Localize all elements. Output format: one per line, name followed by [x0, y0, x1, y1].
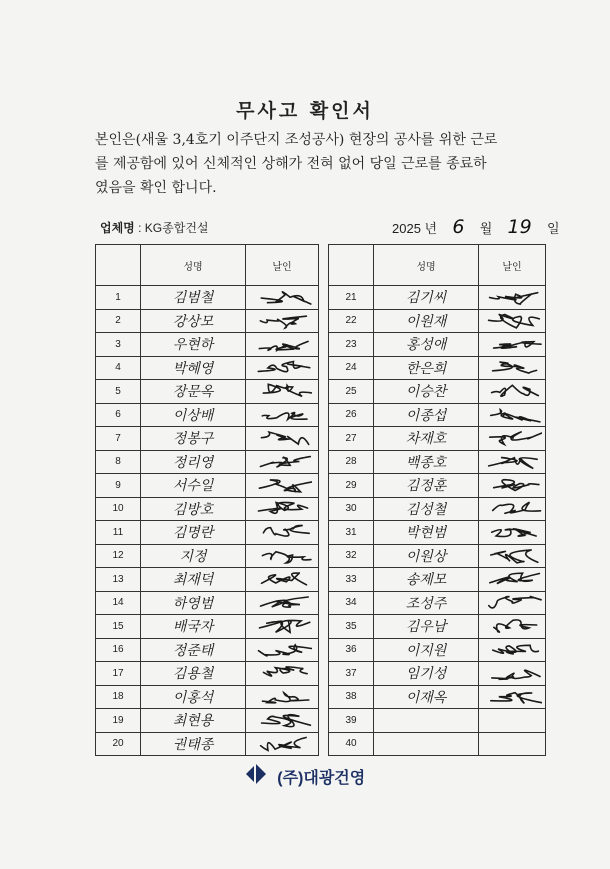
row-number: 35 — [329, 615, 374, 639]
table-row — [96, 521, 546, 545]
worker-name: 강상모 — [141, 309, 246, 333]
signature-cell — [479, 568, 546, 592]
row-number: 32 — [329, 544, 374, 568]
row-number: 3 — [96, 333, 141, 357]
worker-name: 김정훈 — [374, 474, 479, 498]
row-number: 12 — [96, 544, 141, 568]
row-number: 34 — [329, 591, 374, 615]
signature-cell — [246, 286, 319, 310]
date-day-unit: 일 — [546, 221, 560, 236]
column-gap — [319, 638, 329, 662]
row-number: 33 — [329, 568, 374, 592]
row-number: 16 — [96, 638, 141, 662]
row-number: 4 — [96, 356, 141, 380]
signature-cell — [479, 450, 546, 474]
document-title: 무사고 확인서 — [236, 100, 374, 122]
row-number: 38 — [329, 685, 374, 709]
row-number: 36 — [329, 638, 374, 662]
handwritten-signature — [252, 333, 312, 355]
row-number: 28 — [329, 450, 374, 474]
row-number: 18 — [96, 685, 141, 709]
worker-name: 이지원 — [374, 638, 479, 662]
worker-name: 임기성 — [374, 662, 479, 686]
header-name: 성명 — [141, 245, 246, 286]
table-row — [96, 591, 546, 615]
row-number: 7 — [96, 427, 141, 451]
worker-name: 김용철 — [141, 662, 246, 686]
worker-name — [374, 732, 479, 756]
worker-name: 박혜영 — [141, 356, 246, 380]
date-day: 19 — [507, 216, 532, 238]
column-gap — [319, 474, 329, 498]
handwritten-signature — [482, 498, 542, 520]
header-seal: 날인 — [246, 245, 319, 286]
column-gap — [319, 685, 329, 709]
worker-name: 백종호 — [374, 450, 479, 474]
column-gap — [319, 403, 329, 427]
worker-name: 이원상 — [374, 544, 479, 568]
date-year: 2025 — [392, 221, 421, 236]
worker-name: 최현용 — [141, 709, 246, 733]
column-gap — [319, 615, 329, 639]
table-row — [96, 450, 546, 474]
table-row — [96, 732, 546, 756]
handwritten-signature — [252, 498, 312, 520]
worker-name: 이상배 — [141, 403, 246, 427]
signature-cell — [479, 356, 546, 380]
worker-name: 지정 — [141, 544, 246, 568]
handwritten-signature — [252, 474, 312, 496]
worker-name: 송제모 — [374, 568, 479, 592]
company-line: 업체명 : KG종합건설 — [100, 221, 209, 235]
company-footer-name: (주)대광건영 — [277, 770, 366, 787]
row-number: 26 — [329, 403, 374, 427]
row-number: 19 — [96, 709, 141, 733]
handwritten-signature — [252, 662, 312, 684]
signature-cell — [479, 685, 546, 709]
table-row — [96, 403, 546, 427]
handwritten-signature — [252, 686, 312, 708]
handwritten-signature — [482, 357, 542, 379]
company-logo-icon — [245, 763, 267, 790]
company-name: KG종합건설 — [144, 221, 209, 235]
worker-name: 우현하 — [141, 333, 246, 357]
handwritten-signature — [482, 686, 542, 708]
signature-cell — [246, 615, 319, 639]
worker-name: 서수일 — [141, 474, 246, 498]
signature-cell — [479, 380, 546, 404]
worker-name: 장문옥 — [141, 380, 246, 404]
company-label: 업체명 — [100, 221, 135, 235]
handwritten-signature — [252, 521, 312, 543]
row-number: 15 — [96, 615, 141, 639]
worker-name: 정리영 — [141, 450, 246, 474]
handwritten-signature — [482, 615, 542, 637]
signature-cell — [246, 333, 319, 357]
row-number: 6 — [96, 403, 141, 427]
table-row — [96, 286, 546, 310]
signature-cell — [246, 638, 319, 662]
worker-name: 권태종 — [141, 732, 246, 756]
table-row — [96, 709, 546, 733]
column-gap — [319, 544, 329, 568]
signature-cell — [479, 497, 546, 521]
worker-name: 홍성애 — [374, 333, 479, 357]
signature-cell — [246, 544, 319, 568]
row-number: 27 — [329, 427, 374, 451]
row-number: 23 — [329, 333, 374, 357]
worker-name: 김방호 — [141, 497, 246, 521]
handwritten-signature — [252, 357, 312, 379]
handwritten-signature — [482, 521, 542, 543]
signature-cell — [479, 709, 546, 733]
signature-cell — [246, 497, 319, 521]
handwritten-signature — [252, 310, 312, 332]
signature-cell — [246, 380, 319, 404]
handwritten-signature — [252, 639, 312, 661]
signature-cell — [246, 403, 319, 427]
handwritten-signature — [482, 427, 542, 449]
column-gap — [319, 356, 329, 380]
row-number: 20 — [96, 732, 141, 756]
row-number: 8 — [96, 450, 141, 474]
statement-line: 를 제공함에 있어 신체적인 상해가 전혀 없어 당일 근로를 종료하 — [95, 156, 487, 172]
row-number: 11 — [96, 521, 141, 545]
column-gap — [319, 709, 329, 733]
company-footer — [0, 763, 610, 790]
handwritten-signature — [252, 709, 312, 731]
table-row — [96, 685, 546, 709]
signature-cell — [246, 356, 319, 380]
handwritten-signature — [482, 451, 542, 473]
signature-cell — [246, 732, 319, 756]
signature-cell — [479, 544, 546, 568]
worker-name: 이원재 — [374, 309, 479, 333]
header-seal: 날인 — [479, 245, 546, 286]
table-row — [96, 615, 546, 639]
signature-table — [95, 244, 546, 756]
column-gap — [319, 450, 329, 474]
handwritten-signature — [252, 592, 312, 614]
row-number: 39 — [329, 709, 374, 733]
worker-name: 하영범 — [141, 591, 246, 615]
row-number: 5 — [96, 380, 141, 404]
signature-cell — [246, 568, 319, 592]
handwritten-signature — [252, 427, 312, 449]
column-gap — [319, 245, 329, 286]
table-header-row — [96, 245, 546, 286]
header-no — [329, 245, 374, 286]
worker-name: 조성주 — [374, 591, 479, 615]
column-gap — [319, 591, 329, 615]
row-number: 40 — [329, 732, 374, 756]
handwritten-signature — [482, 286, 542, 308]
worker-name: 이종섭 — [374, 403, 479, 427]
column-gap — [319, 521, 329, 545]
column-gap — [319, 309, 329, 333]
handwritten-signature — [482, 404, 542, 426]
worker-name: 김기씨 — [374, 286, 479, 310]
signature-cell — [246, 591, 319, 615]
worker-name: 김우남 — [374, 615, 479, 639]
signature-cell — [479, 615, 546, 639]
handwritten-signature — [252, 286, 312, 308]
statement-line: 였음을 확인 합니다. — [95, 180, 217, 196]
signature-cell — [246, 662, 319, 686]
row-number: 22 — [329, 309, 374, 333]
table-row — [96, 427, 546, 451]
column-gap — [319, 380, 329, 404]
signature-cell — [479, 403, 546, 427]
handwritten-signature — [482, 568, 542, 590]
worker-name: 최재덕 — [141, 568, 246, 592]
column-gap — [319, 286, 329, 310]
date-month: 6 — [452, 216, 465, 238]
signature-cell — [479, 732, 546, 756]
row-number: 2 — [96, 309, 141, 333]
row-number: 37 — [329, 662, 374, 686]
header-no — [96, 245, 141, 286]
handwritten-signature — [482, 592, 542, 614]
row-number: 1 — [96, 286, 141, 310]
handwritten-signature — [252, 545, 312, 567]
signature-cell — [246, 709, 319, 733]
signature-cell — [479, 638, 546, 662]
worker-name: 한은희 — [374, 356, 479, 380]
worker-name: 배국자 — [141, 615, 246, 639]
date-year-unit: 년 — [424, 221, 438, 236]
signature-cell — [479, 521, 546, 545]
table-row — [96, 544, 546, 568]
handwritten-signature — [482, 662, 542, 684]
worker-name: 이승찬 — [374, 380, 479, 404]
handwritten-signature — [252, 733, 312, 755]
worker-name: 정준태 — [141, 638, 246, 662]
column-gap — [319, 497, 329, 521]
signature-cell — [479, 662, 546, 686]
column-gap — [319, 662, 329, 686]
row-number: 9 — [96, 474, 141, 498]
handwritten-signature — [482, 545, 542, 567]
signature-cell — [246, 521, 319, 545]
signature-cell — [246, 685, 319, 709]
signature-cell — [479, 427, 546, 451]
handwritten-signature — [252, 451, 312, 473]
row-number: 31 — [329, 521, 374, 545]
table-row — [96, 662, 546, 686]
statement-line: 본인은(새울 3,4호기 이주단지 조성공사) 현장의 공사를 위한 근로 — [95, 132, 498, 148]
signature-cell — [246, 427, 319, 451]
table-row — [96, 380, 546, 404]
row-number: 21 — [329, 286, 374, 310]
row-number: 30 — [329, 497, 374, 521]
worker-name: 김범철 — [141, 286, 246, 310]
worker-name: 이재옥 — [374, 685, 479, 709]
worker-name: 김명란 — [141, 521, 246, 545]
row-number: 29 — [329, 474, 374, 498]
worker-name: 박현범 — [374, 521, 479, 545]
row-number: 10 — [96, 497, 141, 521]
handwritten-signature — [482, 380, 542, 402]
worker-name: 차재호 — [374, 427, 479, 451]
signature-cell — [479, 309, 546, 333]
signature-cell — [246, 309, 319, 333]
column-gap — [319, 568, 329, 592]
signature-cell — [479, 333, 546, 357]
table-row — [96, 497, 546, 521]
table-row — [96, 638, 546, 662]
table-row — [96, 309, 546, 333]
worker-name: 김성철 — [374, 497, 479, 521]
handwritten-signature — [482, 333, 542, 355]
statement-paragraph — [95, 128, 555, 200]
handwritten-signature — [252, 380, 312, 402]
date-month-unit: 월 — [479, 221, 493, 236]
signature-cell — [479, 286, 546, 310]
table-row — [96, 568, 546, 592]
row-number: 14 — [96, 591, 141, 615]
signature-cell — [479, 591, 546, 615]
header-name: 성명 — [374, 245, 479, 286]
row-number: 17 — [96, 662, 141, 686]
handwritten-signature — [252, 615, 312, 637]
worker-name — [374, 709, 479, 733]
handwritten-signature — [252, 568, 312, 590]
column-gap — [319, 427, 329, 451]
handwritten-signature — [482, 474, 542, 496]
row-number: 25 — [329, 380, 374, 404]
table-row — [96, 474, 546, 498]
table-row — [96, 333, 546, 357]
column-gap — [319, 333, 329, 357]
table-row — [96, 356, 546, 380]
signature-cell — [246, 450, 319, 474]
worker-name: 정봉구 — [141, 427, 246, 451]
worker-name: 이홍석 — [141, 685, 246, 709]
date-line — [392, 216, 560, 238]
row-number: 24 — [329, 356, 374, 380]
handwritten-signature — [482, 639, 542, 661]
column-gap — [319, 732, 329, 756]
handwritten-signature — [482, 310, 542, 332]
row-number: 13 — [96, 568, 141, 592]
signature-cell — [246, 474, 319, 498]
signature-cell — [479, 474, 546, 498]
handwritten-signature — [252, 404, 312, 426]
